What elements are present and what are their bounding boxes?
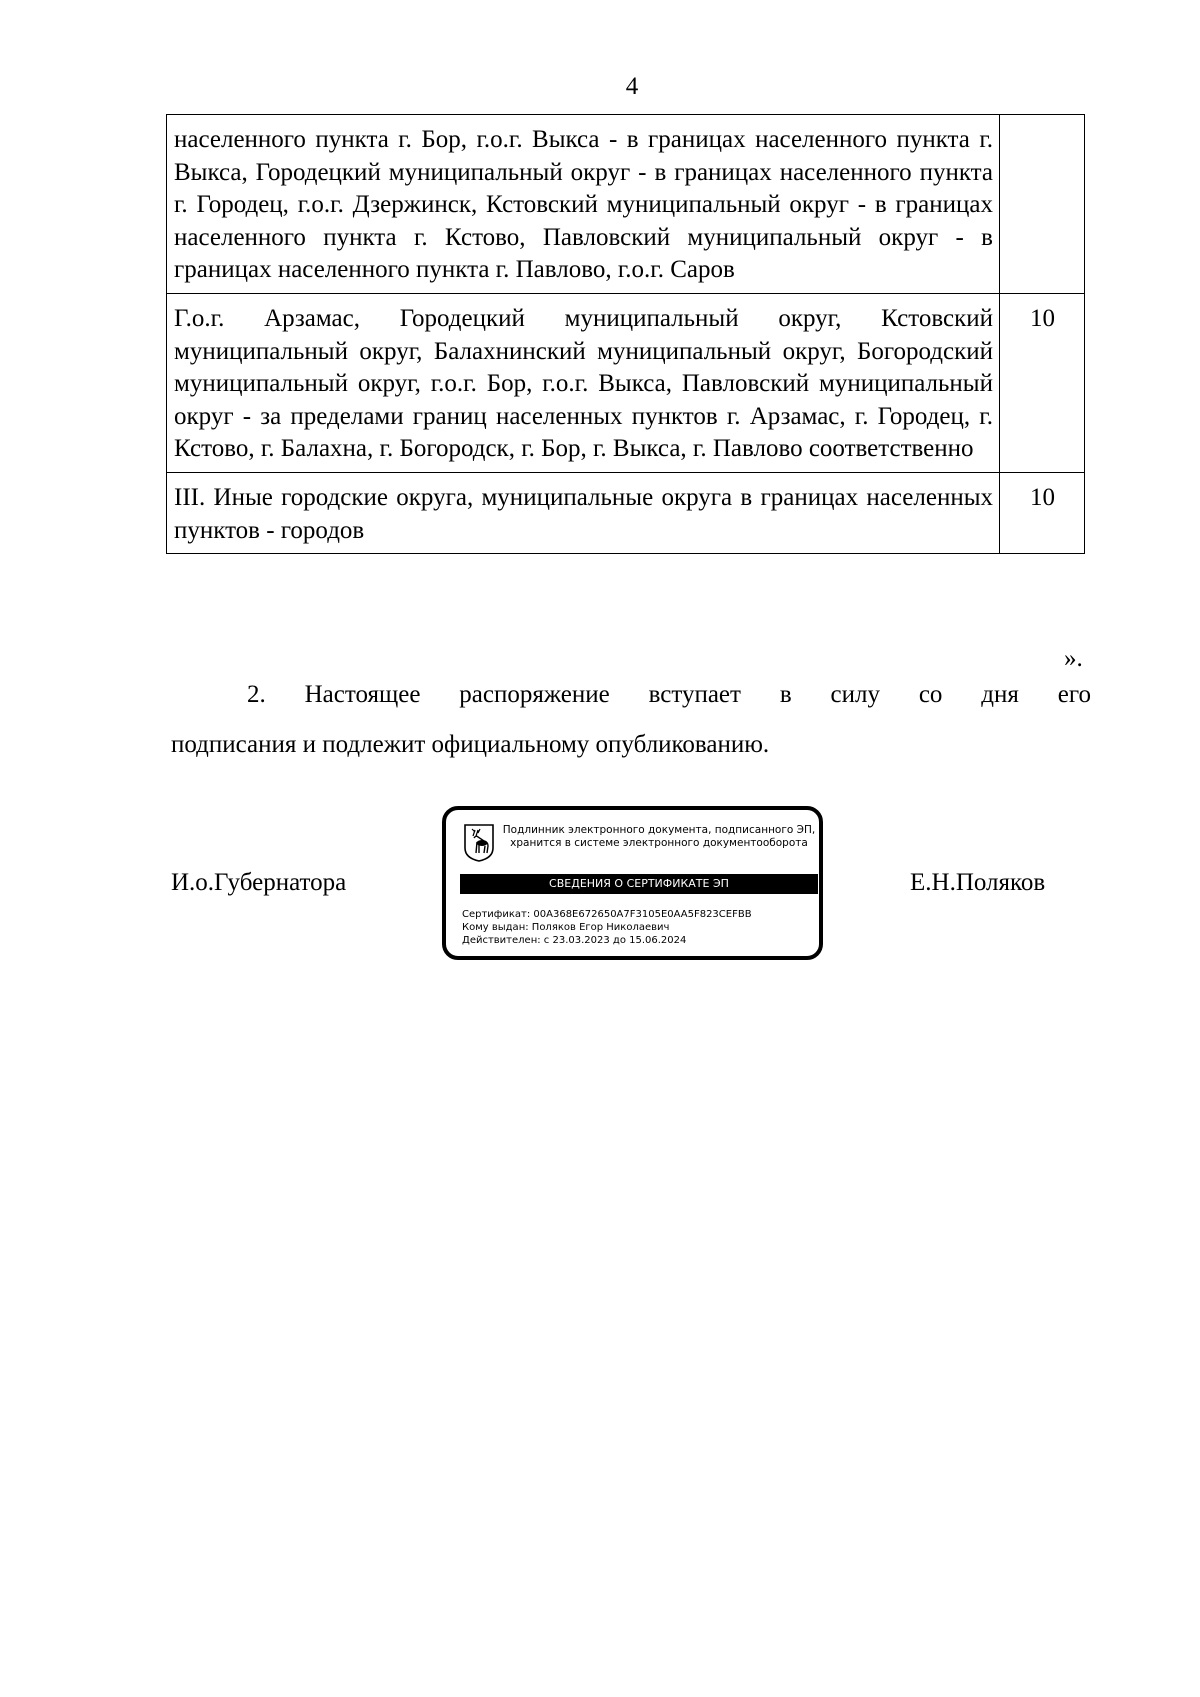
paragraph-word: распоряжение [459, 681, 610, 708]
paragraph-word: со [918, 681, 943, 708]
validity-value: с 23.03.2023 до 15.06.2024 [543, 935, 687, 946]
table-row [167, 293, 1085, 472]
table-cell-description: населенного пункта г. Бор, г.о.г. Выкса - в границах населенного пункта г. Выкса, Городецкий муниципальный округ - в границах населенного пункта г. Городец, г.о.г. Дзержинск, Кстовский муниципальный округ - в границах населенного пункта г. Кстово, Павловский муниципальный округ - в границах населенного пункта г. Павлово, г.о.г. Саров [167, 115, 1000, 294]
table-cell-value [1000, 115, 1085, 294]
certificate-row [462, 908, 817, 921]
signer-title: И.о.Губернатора [171, 869, 347, 896]
paragraph-2 [171, 670, 1091, 770]
e-signature-stamp [442, 806, 823, 960]
rates-table-body [167, 115, 1085, 554]
certificate-info-bar: СВЕДЕНИЯ О СЕРТИФИКАТЕ ЭП [460, 874, 818, 894]
paragraph-word: его [1057, 681, 1091, 708]
stamp-header [498, 824, 820, 850]
paragraph-word: дня [981, 681, 1019, 708]
rates-table [166, 114, 1085, 554]
issued-to-row [462, 921, 817, 934]
paragraph-2-line2: подписания и подлежит официальному опубликованию. [171, 731, 770, 758]
issued-to-label: Кому выдан: [462, 922, 529, 933]
stamp-header-line2: хранится в системе электронного документооборота [510, 837, 808, 849]
paragraph-word: силу [830, 681, 880, 708]
table-cell-value: 10 [1000, 293, 1085, 472]
paragraph-word: в [779, 681, 792, 708]
paragraph-2-line1 [171, 670, 1091, 720]
validity-row [462, 934, 817, 947]
certificate-value: 00A368E672650A7F3105E0AA5F823CEFBB [533, 909, 752, 920]
certificate-label: Сертификат: [462, 909, 531, 920]
table-cell-description: Г.о.г. Арзамас, Городецкий муниципальный округ, Кстовский муниципальный округ, Балахнинский муниципальный округ, Богородский муниципальный округ, г.о.г. Бор, г.о.г. Выкса, Павловский муниципальный округ - за пределами границ населенных пунктов г. Арзамас, г. Городец, г. Кстово, г. Балахна, г. Богородск, г. Бор, г. Выкса, г. Павлово соответственно [167, 293, 1000, 472]
validity-label: Действителен: [462, 935, 541, 946]
table-cell-description: III. Иные городские округа, муниципальные округа в границах населенных пунктов - городов [167, 472, 1000, 553]
certificate-details [462, 908, 817, 947]
signer-name: Е.Н.Поляков [910, 869, 1046, 896]
issued-to-value: Поляков Егор Николаевич [531, 922, 670, 933]
table-row [167, 115, 1085, 294]
paragraph-word: Настоящее [304, 681, 421, 708]
paragraph-word: вступает [648, 681, 741, 708]
coat-of-arms-icon [464, 824, 494, 862]
table-row [167, 472, 1085, 553]
page-number: 4 [625, 73, 639, 100]
closing-quote: ». [1064, 645, 1083, 672]
table-cell-value: 10 [1000, 472, 1085, 553]
stamp-header-line1: Подлинник электронного документа, подписанного ЭП, [502, 824, 816, 836]
paragraph-number: 2. [247, 681, 266, 708]
